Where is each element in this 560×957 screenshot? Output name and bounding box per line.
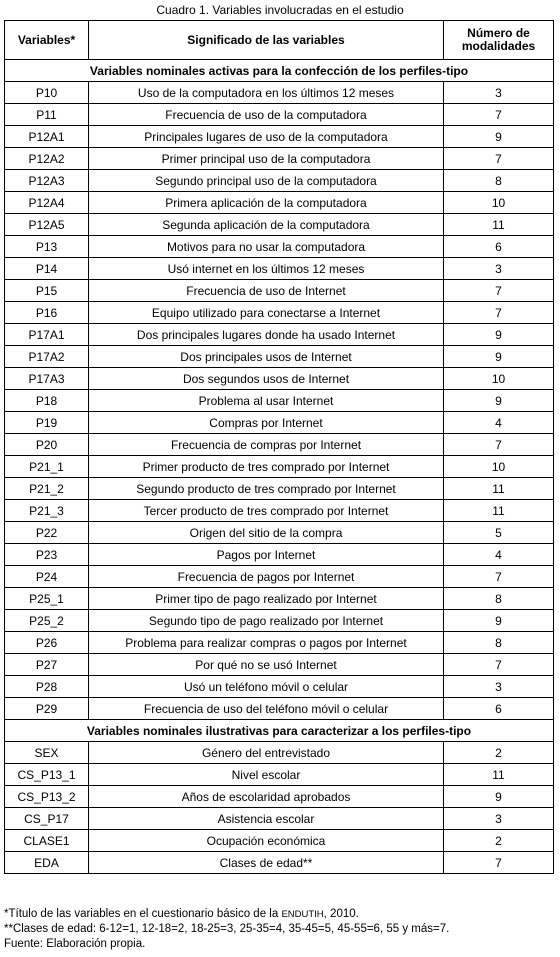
- variable-meaning-cell: Primer producto de tres comprado por Internet: [89, 456, 444, 478]
- variable-code-cell: P24: [5, 566, 89, 588]
- table-row: [5, 148, 554, 170]
- variable-code-cell: P12A3: [5, 170, 89, 192]
- variable-code-cell: P23: [5, 544, 89, 566]
- variable-code-cell: P17A2: [5, 346, 89, 368]
- table-caption: Cuadro 1. Variables involucradas en el estudio: [156, 3, 404, 17]
- modalities-count-cell: 4: [444, 544, 554, 566]
- table-row: [5, 126, 554, 148]
- variable-meaning-cell: Segunda aplicación de la computadora: [89, 214, 444, 236]
- modalities-count-cell: 9: [444, 390, 554, 412]
- variable-code-cell: P22: [5, 522, 89, 544]
- variable-meaning-cell: Dos principales usos de Internet: [89, 346, 444, 368]
- header-modalidades: [444, 21, 554, 60]
- section-header-row: [5, 720, 554, 742]
- modalities-count-cell: 3: [444, 676, 554, 698]
- modalities-count-cell: 5: [444, 522, 554, 544]
- note-fuente: Fuente: Elaboración propia.: [4, 938, 146, 950]
- variable-meaning-cell: Usó un teléfono móvil o celular: [89, 676, 444, 698]
- table-row: [5, 456, 554, 478]
- variable-code-cell: CS_P13_1: [5, 764, 89, 786]
- variable-meaning-cell: Ocupación económica: [89, 830, 444, 852]
- table-row: [5, 786, 554, 808]
- variable-meaning-cell: Frecuencia de uso del teléfono móvil o celular: [89, 698, 444, 720]
- table-row: [5, 654, 554, 676]
- table-row: [5, 346, 554, 368]
- variable-meaning-cell: Frecuencia de uso de la computadora: [89, 104, 444, 126]
- table-row: [5, 214, 554, 236]
- table-row: [5, 764, 554, 786]
- variable-code-cell: P16: [5, 302, 89, 324]
- modalities-count-cell: 7: [444, 852, 554, 874]
- variable-meaning-cell: Primer tipo de pago realizado por Internet: [89, 588, 444, 610]
- header-row: [5, 21, 554, 60]
- variable-code-cell: P12A4: [5, 192, 89, 214]
- variable-code-cell: P18: [5, 390, 89, 412]
- modalities-count-cell: 3: [444, 258, 554, 280]
- modalities-count-cell: 4: [444, 412, 554, 434]
- modalities-count-cell: 7: [444, 302, 554, 324]
- variable-meaning-cell: Motivos para no usar la computadora: [89, 236, 444, 258]
- variable-code-cell: P28: [5, 676, 89, 698]
- variable-code-cell: CS_P17: [5, 808, 89, 830]
- variable-meaning-cell: Primer principal uso de la computadora: [89, 148, 444, 170]
- variable-meaning-cell: Pagos por Internet: [89, 544, 444, 566]
- variable-meaning-cell: Primera aplicación de la computadora: [89, 192, 444, 214]
- note-clases-edad: **Clases de edad: 6-12=1, 12-18=2, 18-25=3, 25-35=4, 35-45=5, 45-55=6, 55 y más=7.: [4, 923, 450, 935]
- modalities-count-cell: 10: [444, 368, 554, 390]
- variable-meaning-cell: Compras por Internet: [89, 412, 444, 434]
- note-titulo-survey: ENDUTIH: [281, 909, 324, 920]
- variable-meaning-cell: Usó internet en los últimos 12 meses: [89, 258, 444, 280]
- table-row: [5, 632, 554, 654]
- section-title: Variables nominales activas para la confección de los perfiles-tipo: [5, 60, 554, 82]
- table-body: [5, 60, 554, 874]
- table-row: [5, 676, 554, 698]
- variable-meaning-cell: Problema para realizar compras o pagos por Internet: [89, 632, 444, 654]
- variable-meaning-cell: Años de escolaridad aprobados: [89, 786, 444, 808]
- variable-code-cell: P15: [5, 280, 89, 302]
- modalities-count-cell: 8: [444, 170, 554, 192]
- modalities-count-cell: 7: [444, 104, 554, 126]
- note-titulo-suffix: , 2010.: [323, 908, 359, 920]
- table-row: [5, 368, 554, 390]
- table-row: [5, 82, 554, 104]
- modalities-count-cell: 3: [444, 82, 554, 104]
- table-row: [5, 852, 554, 874]
- header-significado: Significado de las variables: [89, 21, 444, 60]
- variable-code-cell: P17A1: [5, 324, 89, 346]
- variable-meaning-cell: Por qué no se usó Internet: [89, 654, 444, 676]
- table-row: [5, 478, 554, 500]
- variable-code-cell: P11: [5, 104, 89, 126]
- variable-meaning-cell: Frecuencia de compras por Internet: [89, 434, 444, 456]
- variable-meaning-cell: Uso de la computadora en los últimos 12 meses: [89, 82, 444, 104]
- modalities-count-cell: 10: [444, 456, 554, 478]
- table-row: [5, 280, 554, 302]
- variable-code-cell: P21_2: [5, 478, 89, 500]
- table-row: [5, 698, 554, 720]
- variable-meaning-cell: Segundo principal uso de la computadora: [89, 170, 444, 192]
- table-row: [5, 808, 554, 830]
- table-row: [5, 544, 554, 566]
- variable-meaning-cell: Clases de edad**: [89, 852, 444, 874]
- table-row: [5, 236, 554, 258]
- header-variables: Variables*: [5, 21, 89, 60]
- variable-meaning-cell: Principales lugares de uso de la computadora: [89, 126, 444, 148]
- modalities-count-cell: 2: [444, 742, 554, 764]
- variable-meaning-cell: Segundo tipo de pago realizado por Internet: [89, 610, 444, 632]
- table-row: [5, 610, 554, 632]
- variable-code-cell: P17A3: [5, 368, 89, 390]
- variable-meaning-cell: Tercer producto de tres comprado por Internet: [89, 500, 444, 522]
- variable-code-cell: P13: [5, 236, 89, 258]
- section-header-row: [5, 60, 554, 82]
- variable-meaning-cell: Nivel escolar: [89, 764, 444, 786]
- modalities-count-cell: 6: [444, 698, 554, 720]
- variable-code-cell: P21_1: [5, 456, 89, 478]
- modalities-count-cell: 7: [444, 148, 554, 170]
- modalities-count-cell: 11: [444, 214, 554, 236]
- table-row: [5, 192, 554, 214]
- modalities-count-cell: 7: [444, 434, 554, 456]
- variable-meaning-cell: Asistencia escolar: [89, 808, 444, 830]
- variable-code-cell: P12A5: [5, 214, 89, 236]
- variables-table: [4, 20, 554, 874]
- variable-meaning-cell: Género del entrevistado: [89, 742, 444, 764]
- table-row: [5, 324, 554, 346]
- variable-code-cell: P21_3: [5, 500, 89, 522]
- note-titulo-prefix: *Título de las variables en el cuestionario básico de la: [4, 908, 282, 920]
- variable-meaning-cell: Dos principales lugares donde ha usado Internet: [89, 324, 444, 346]
- modalities-count-cell: 9: [444, 610, 554, 632]
- table-row: [5, 830, 554, 852]
- modalities-count-cell: 7: [444, 280, 554, 302]
- variable-code-cell: CLASE1: [5, 830, 89, 852]
- modalities-count-cell: 10: [444, 192, 554, 214]
- variable-code-cell: SEX: [5, 742, 89, 764]
- variable-code-cell: P12A1: [5, 126, 89, 148]
- modalities-count-cell: 9: [444, 126, 554, 148]
- header-modalidades-line1: Número de: [467, 26, 530, 40]
- modalities-count-cell: 9: [444, 786, 554, 808]
- variable-meaning-cell: Frecuencia de uso de Internet: [89, 280, 444, 302]
- variable-meaning-cell: Segundo producto de tres comprado por Internet: [89, 478, 444, 500]
- variable-code-cell: CS_P13_2: [5, 786, 89, 808]
- variable-code-cell: P29: [5, 698, 89, 720]
- variable-meaning-cell: Origen del sitio de la compra: [89, 522, 444, 544]
- table-row: [5, 258, 554, 280]
- table-row: [5, 104, 554, 126]
- table-row: [5, 302, 554, 324]
- modalities-count-cell: 7: [444, 654, 554, 676]
- variable-code-cell: P10: [5, 82, 89, 104]
- variable-meaning-cell: Equipo utilizado para conectarse a Internet: [89, 302, 444, 324]
- variable-meaning-cell: Dos segundos usos de Internet: [89, 368, 444, 390]
- note-titulo: [4, 907, 449, 922]
- table-row: [5, 566, 554, 588]
- modalities-count-cell: 11: [444, 764, 554, 786]
- table-row: [5, 170, 554, 192]
- table-row: [5, 522, 554, 544]
- table-row: [5, 500, 554, 522]
- modalities-count-cell: 9: [444, 324, 554, 346]
- variable-code-cell: P27: [5, 654, 89, 676]
- variable-code-cell: P26: [5, 632, 89, 654]
- section-title: Variables nominales ilustrativas para caracterizar a los perfiles-tipo: [5, 720, 554, 742]
- variable-code-cell: P25_1: [5, 588, 89, 610]
- table-row: [5, 434, 554, 456]
- variable-meaning-cell: Problema al usar Internet: [89, 390, 444, 412]
- modalities-count-cell: 6: [444, 236, 554, 258]
- modalities-count-cell: 3: [444, 808, 554, 830]
- variable-code-cell: EDA: [5, 852, 89, 874]
- header-modalidades-line2: modalidades: [461, 39, 536, 53]
- table-row: [5, 390, 554, 412]
- variable-code-cell: P19: [5, 412, 89, 434]
- variable-code-cell: P25_2: [5, 610, 89, 632]
- modalities-count-cell: 2: [444, 830, 554, 852]
- variable-code-cell: P20: [5, 434, 89, 456]
- modalities-count-cell: 11: [444, 500, 554, 522]
- table-row: [5, 742, 554, 764]
- variable-code-cell: P12A2: [5, 148, 89, 170]
- table-row: [5, 412, 554, 434]
- modalities-count-cell: 8: [444, 632, 554, 654]
- modalities-count-cell: 8: [444, 588, 554, 610]
- modalities-count-cell: 11: [444, 478, 554, 500]
- variable-code-cell: P14: [5, 258, 89, 280]
- table-notes: [4, 907, 449, 952]
- modalities-count-cell: 9: [444, 346, 554, 368]
- table-row: [5, 588, 554, 610]
- modalities-count-cell: 7: [444, 566, 554, 588]
- variable-meaning-cell: Frecuencia de pagos por Internet: [89, 566, 444, 588]
